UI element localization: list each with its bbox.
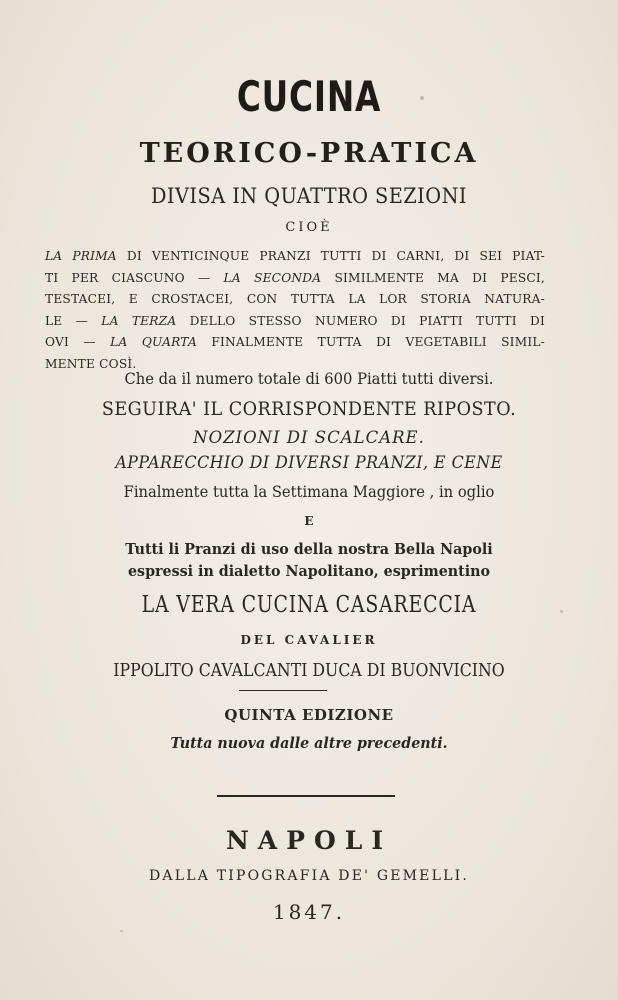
third-section-label: LA TERZA <box>101 313 177 328</box>
author-name: IPPOLITO CAVALCANTI DUCA DI BUONVICINO <box>113 661 505 681</box>
paper-speck <box>120 930 123 932</box>
settimana-line: Finalmente tutta la Settimana Maggiore , in oglio <box>123 483 495 501</box>
nozioni-line: NOZIONI DI SCALCARE. <box>193 428 425 447</box>
city-name: NAPOLI <box>225 826 393 855</box>
divider-long <box>217 795 395 797</box>
description-text: TESTACEI, E CROSTACEI, CON TUTTA LA LOR STORIA NATURA- <box>45 292 545 306</box>
edition-note: Tutta nuova dalle altre precedenti. <box>170 734 448 752</box>
description-row <box>45 268 545 290</box>
description-row <box>45 246 545 268</box>
riposto-line: SEGUIRA' IL CORRISPONDENTE RIPOSTO. <box>101 399 517 420</box>
description-text: LE — <box>45 313 102 328</box>
description-text: MENTE COSÌ. <box>45 356 137 371</box>
total-dishes-line: Che da il numero totale di 600 Piatti tutti diversi. <box>124 370 494 388</box>
fourth-section-label: LA QUARTA <box>110 335 197 349</box>
sections-description <box>45 246 545 375</box>
cioe-line: CIOÈ <box>285 220 333 235</box>
description-text: TI PER CIASCUNO — <box>45 270 224 285</box>
description-text: DELLO STESSO NUMERO DI PIATTI TUTTI DI <box>176 313 545 328</box>
paper-speck <box>420 96 424 100</box>
pranzi-line-1: Tutti li Pranzi di uso della nostra Bella Napoli <box>125 540 493 558</box>
book-subtitle: TEORICO-PRATICA <box>139 138 479 169</box>
edition-line: QUINTA EDIZIONE <box>224 706 394 724</box>
description-row <box>45 289 545 311</box>
publication-year: 1847. <box>272 900 346 924</box>
description-text: SIMILMENTE MA DI PESCI, <box>321 270 545 285</box>
cavalier-line: DEL CAVALIER <box>240 633 378 647</box>
pranzi-line-2: espressi in dialetto Napolitano, esprimentino <box>127 562 491 580</box>
description-row <box>45 332 545 354</box>
divider-short <box>239 690 327 691</box>
first-section-label: LA PRIMA <box>45 249 117 263</box>
apparecchio-line: APPARECCHIO DI DIVERSI PRANZI, E CENE <box>115 453 503 472</box>
description-row <box>45 311 545 333</box>
conjunction-e: E <box>304 514 314 528</box>
description-text: DI VENTICINQUE PRANZI TUTTI DI CARNI, DI SEI PIAT- <box>116 249 545 263</box>
book-title: CUCINA <box>236 72 382 121</box>
description-text: OVI — <box>45 335 111 349</box>
vera-cucina-line: LA VERA CUCINA CASARECCIA <box>141 592 477 618</box>
divisa-line: DIVISA IN QUATTRO SEZIONI <box>150 184 468 208</box>
description-text: FINALMENTE TUTTA DI VEGETABILI SIMIL- <box>196 335 545 349</box>
paper-speck <box>560 610 563 613</box>
second-section-label: LA SECONDA <box>223 270 322 285</box>
printer-line: DALLA TIPOGRAFIA DE' GEMELLI. <box>149 868 469 884</box>
